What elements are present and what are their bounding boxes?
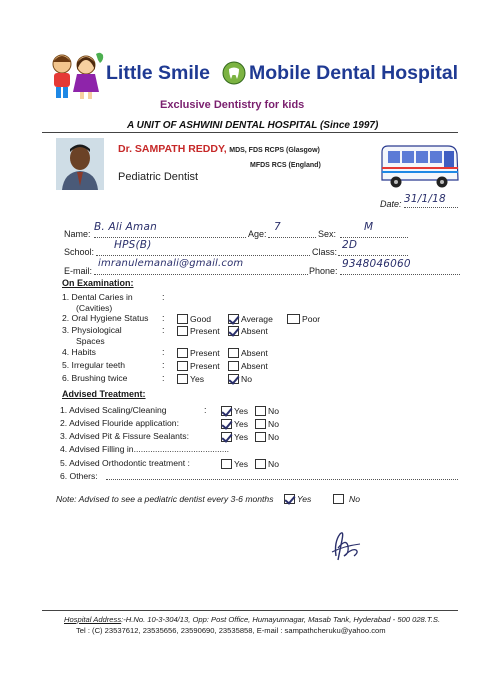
checkbox[interactable] <box>177 314 188 324</box>
note-option-yes[interactable] <box>284 494 311 504</box>
bus-icon <box>378 142 460 192</box>
kids-logo <box>44 50 106 100</box>
checkbox-checked[interactable] <box>284 494 295 504</box>
exam-label-1b: (Cavities) <box>76 303 113 313</box>
option-label: Yes <box>234 419 249 429</box>
option-label: Yes <box>234 432 249 442</box>
checkbox[interactable] <box>255 406 266 416</box>
checkbox[interactable] <box>255 459 266 469</box>
option-absent[interactable] <box>228 326 268 336</box>
option-average[interactable] <box>228 314 273 324</box>
option-yes[interactable] <box>177 374 204 384</box>
footer-address-line <box>64 615 440 624</box>
sex-value: M <box>364 221 374 233</box>
treatment-label-2: 2. Advised Flouride application: <box>60 418 179 428</box>
class-label: Class: <box>312 247 338 257</box>
name-field <box>94 221 246 238</box>
exam-label-4: 4. Habits <box>62 347 96 357</box>
option-absent[interactable] <box>228 348 268 358</box>
exam-colon-5: : <box>162 360 165 370</box>
exam-label-6: 6. Brushing twice <box>62 373 128 383</box>
doctor-name-line <box>118 143 320 155</box>
hospital-title-2 <box>249 62 458 85</box>
email-label: E-mail: <box>64 266 93 276</box>
checkbox[interactable] <box>228 361 239 371</box>
checkbox-checked[interactable] <box>228 374 239 384</box>
option-label: Absent <box>241 361 268 371</box>
name-label: Name: <box>64 229 91 239</box>
checkbox[interactable] <box>255 419 266 429</box>
option-label: Good <box>190 314 212 324</box>
address-text: :-H.No. 10-3-304/13, Opp: Post Office, Humayunnagar, Masab Tank, Hyderabad - 500 028.T.S. <box>121 615 441 624</box>
checkbox-checked[interactable] <box>221 432 232 442</box>
option-label: No <box>268 419 279 429</box>
exam-colon-2: : <box>162 313 165 323</box>
phone-value: 9348046060 <box>342 258 411 270</box>
tooth-badge-icon <box>222 61 246 85</box>
checkbox-checked[interactable] <box>228 326 239 336</box>
subtitle: Exclusive Dentistry for kids <box>160 99 305 111</box>
option-present[interactable] <box>177 326 220 336</box>
doctor-qualifications: MDS, FDS RCPS (Glasgow) <box>229 147 320 154</box>
doctor-role: Pediatric Dentist <box>118 171 199 183</box>
footer-divider <box>42 610 458 611</box>
checkbox[interactable] <box>177 374 188 384</box>
email-field <box>94 258 308 275</box>
title-part1: Little Smile <box>106 62 211 84</box>
doctor-name: Dr. SAMPATH REDDY, <box>118 143 227 155</box>
option-label: No <box>241 374 252 384</box>
phone-field <box>340 258 460 275</box>
option-absent[interactable] <box>228 361 268 371</box>
option-label: Present <box>190 326 220 336</box>
option-label: No <box>349 494 360 504</box>
option-no[interactable] <box>255 459 279 469</box>
exam-label-3b: Spaces <box>76 336 105 346</box>
title-part2: Mobile Dental Hospital <box>249 62 459 84</box>
option-no[interactable] <box>255 432 279 442</box>
treatment-colon-1: : <box>204 405 207 415</box>
date-label: Date: <box>380 199 402 209</box>
treatment-label-1: 1. Advised Scaling/Cleaning <box>60 405 167 415</box>
doctor-signature <box>326 526 366 566</box>
option-yes[interactable] <box>221 419 248 429</box>
checkbox[interactable] <box>255 432 266 442</box>
phone-label: Phone: <box>309 266 338 276</box>
exam-colon-4: : <box>162 347 165 357</box>
class-field <box>338 239 408 256</box>
note-option-no[interactable] <box>333 494 360 504</box>
option-yes[interactable] <box>221 432 248 442</box>
option-no[interactable] <box>255 406 279 416</box>
option-label: Yes <box>234 459 249 469</box>
date-value: 31/1/18 <box>404 193 446 205</box>
option-label: Absent <box>241 348 268 358</box>
header-divider <box>42 132 458 133</box>
exam-label-5: 5. Irregular teeth <box>62 360 126 370</box>
footer-tel-line: Tel : (C) 23537612, 23535656, 23590690, 23535858, E-mail : sampathcheruku@yahoo.com <box>76 626 386 635</box>
school-field <box>96 239 310 256</box>
unit-line: A UNIT OF ASHWINI DENTAL HOSPITAL (Since 1997) <box>127 120 379 131</box>
option-no[interactable] <box>228 374 252 384</box>
address-label: Hospital Address <box>64 615 122 624</box>
age-field <box>268 221 316 238</box>
checkbox-checked[interactable] <box>228 314 239 324</box>
option-label: No <box>268 406 279 416</box>
treatment-label-4: 4. Advised Filling in........................................ <box>60 444 230 454</box>
doctor-qualifications-2: MFDS RCS (England) <box>250 162 321 169</box>
class-value: 2D <box>342 239 358 251</box>
option-label: Poor <box>302 314 321 324</box>
exam-label-3: 3. Physiological <box>62 325 122 335</box>
treatment-label-6: 6. Others: <box>60 471 98 481</box>
treatment-label-5: 5. Advised Orthodontic treatment : <box>60 458 190 468</box>
sex-label: Sex: <box>318 229 337 239</box>
option-label: No <box>268 432 279 442</box>
option-label: Absent <box>241 326 268 336</box>
option-no[interactable] <box>255 419 279 429</box>
treatment-label-3: 3. Advised Pit & Fissure Sealants: <box>60 431 189 441</box>
exam-colon-6: : <box>162 373 165 383</box>
exam-label-1: 1. Dental Caries in <box>62 292 133 302</box>
option-yes[interactable] <box>221 459 248 469</box>
school-value: HPS(B) <box>114 239 152 251</box>
option-present[interactable] <box>177 361 220 371</box>
examination-title: On Examination: <box>62 278 134 288</box>
option-poor[interactable] <box>287 314 320 324</box>
checkbox[interactable] <box>177 361 188 371</box>
note-text: Note: Advised to see a pediatric dentist every 3-6 months <box>56 494 274 504</box>
option-label: Yes <box>190 374 205 384</box>
email-value: imranulemanali@gmail.com <box>98 258 244 269</box>
exam-colon-3: : <box>162 325 165 335</box>
option-label: Yes <box>234 406 249 416</box>
exam-colon-1: : <box>162 292 165 302</box>
checkbox-checked[interactable] <box>221 419 232 429</box>
checkbox[interactable] <box>287 314 300 324</box>
checkbox[interactable] <box>333 494 344 504</box>
option-label: Yes <box>297 494 312 504</box>
checkbox[interactable] <box>228 348 239 358</box>
age-value: 7 <box>274 221 281 233</box>
option-good[interactable] <box>177 314 211 324</box>
age-label: Age: <box>248 229 267 239</box>
checkbox-checked[interactable] <box>221 406 232 416</box>
option-yes[interactable] <box>221 406 248 416</box>
checkbox[interactable] <box>177 348 188 358</box>
option-label: No <box>268 459 279 469</box>
school-label: School: <box>64 247 95 257</box>
doctor-photo <box>56 138 104 190</box>
name-value: B. Ali Aman <box>94 221 157 233</box>
treatment-title: Advised Treatment: <box>62 389 146 399</box>
option-label: Present <box>190 361 220 371</box>
date-field <box>404 194 458 208</box>
exam-label-2: 2. Oral Hygiene Status <box>62 313 149 323</box>
others-field <box>106 470 458 480</box>
sex-field <box>340 221 408 238</box>
checkbox[interactable] <box>177 326 188 336</box>
option-label: Present <box>190 348 220 358</box>
option-label: Average <box>241 314 273 324</box>
checkbox[interactable] <box>221 459 232 469</box>
option-present[interactable] <box>177 348 220 358</box>
